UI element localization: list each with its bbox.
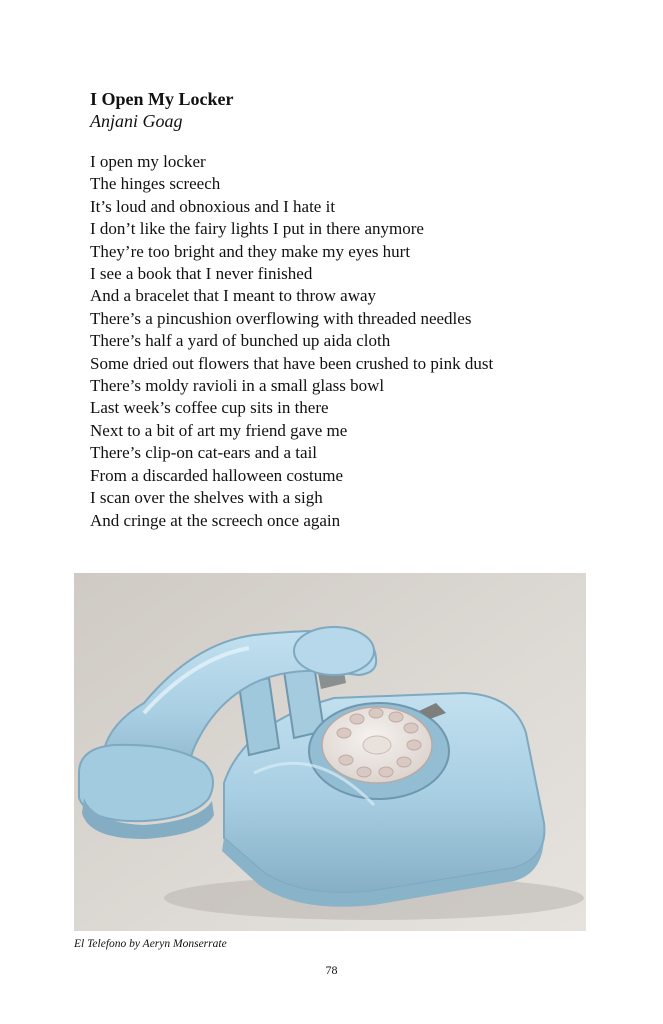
poem-body (90, 151, 493, 532)
poem-title: I Open My Locker (90, 89, 234, 109)
poem-author: Anjani Goag (90, 111, 183, 131)
ceramic-telephone-illustration (74, 573, 586, 931)
artwork-photo (74, 573, 586, 931)
poem-line: It’s loud and obnoxious and I hate it (90, 196, 336, 216)
poem-line: I see a book that I never finished (90, 264, 313, 284)
page-number: 78 (325, 963, 338, 977)
poem-line: I don’t like the fairy lights I put in there anymore (90, 219, 424, 239)
poem-line: Last week’s coffee cup sits in there (90, 398, 329, 418)
poem-line: Some dried out flowers that have been crushed to pink dust (90, 353, 494, 373)
poem-line: And a bracelet that I meant to throw away (90, 286, 377, 306)
poem-line: Next to a bit of art my friend gave me (90, 420, 348, 440)
poem-line: From a discarded halloween costume (90, 465, 344, 485)
poem-line: There’s clip-on cat-ears and a tail (90, 443, 318, 463)
poem-line: There’s half a yard of bunched up aida cloth (90, 331, 391, 351)
poem-line: I scan over the shelves with a sigh (90, 488, 323, 508)
poem-line: The hinges screech (90, 174, 221, 194)
poem-line: And cringe at the screech once again (90, 510, 341, 530)
poem-line: There’s a pincushion overflowing with threaded needles (90, 308, 472, 328)
poem-line: There’s moldy ravioli in a small glass bowl (90, 376, 385, 396)
artwork-caption: El Telefono by Aeryn Monserrate (74, 938, 227, 950)
poem-line: I open my locker (90, 152, 206, 171)
poem-line: They’re too bright and they make my eyes hurt (90, 241, 411, 261)
